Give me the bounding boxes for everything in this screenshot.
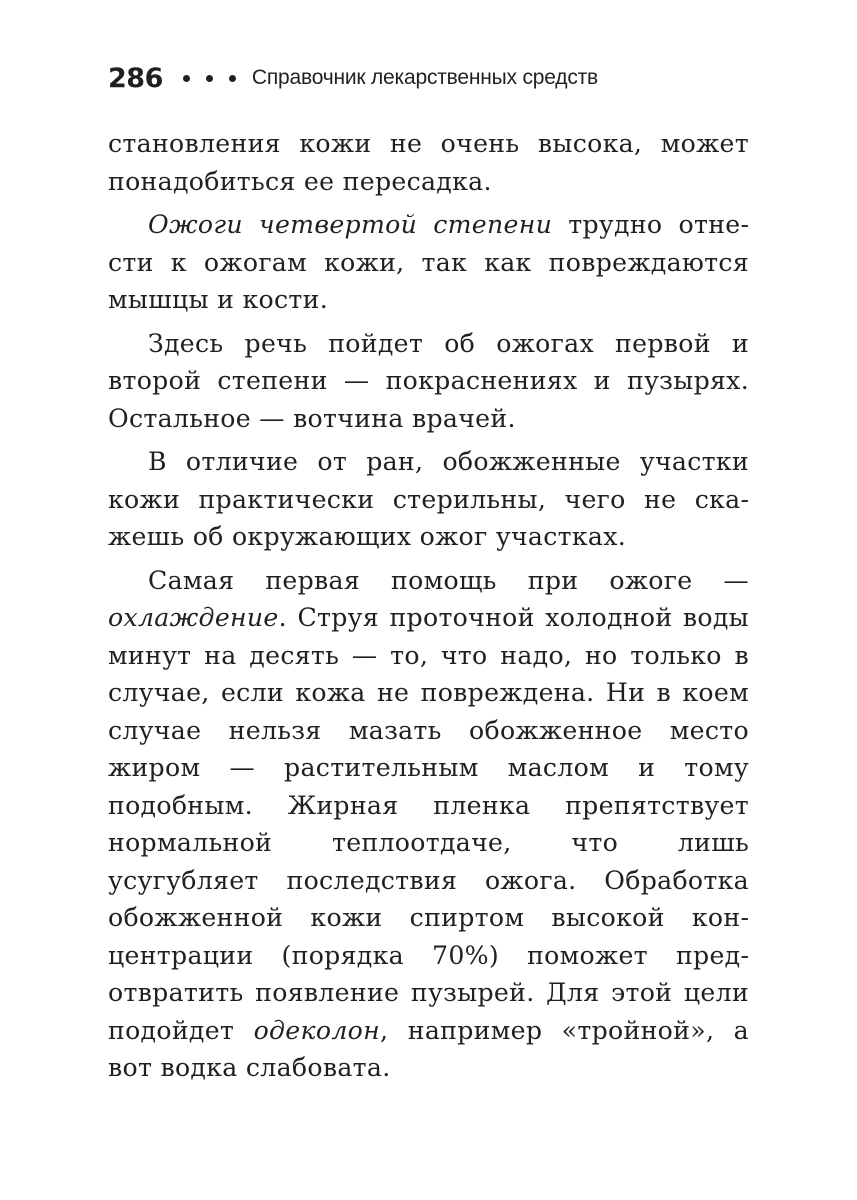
page-number: 286 — [108, 62, 163, 94]
header-dots — [183, 75, 236, 82]
text-span: становления кожи не очень высока, может понадобиться ее пересадка. — [108, 129, 749, 196]
header-dot — [229, 75, 236, 82]
paragraph-continuation — [108, 125, 749, 200]
text-span: . Струя проточной холодной воды минут на десять — то, что надо, но только в случае, если кожа не повреждена. Ни в коем случае нельзя мазать обожженное место жиром — растительным маслом и тому подобным. Жирная пленка препятствует нормальной теплоотдаче, что лишь усугубляет последствия ожога. Обработка обожженной кожи спиртом высокой концентрации (порядка 70%) поможет предотвратить появление пузырей. Для этой цели подойдет — [108, 603, 749, 1045]
text-span: трудно отнести к ожогам кожи, так как повреждаются мышцы и кости. — [108, 210, 750, 314]
body-text — [108, 125, 749, 1087]
text-span: , например «тройной», а вот водка слабовата. — [108, 1015, 749, 1082]
text-span: Самая первая помощь при ожоге — — [148, 565, 749, 595]
italic-term: охлаждение — [108, 603, 279, 632]
paragraph-sterility — [108, 443, 749, 556]
header-dot — [183, 75, 190, 82]
paragraph-first-aid — [108, 562, 749, 1087]
text-span: В отличие от ран, обожженные участки кожи практически стерильны, чего не скажешь об окружающих ожог участках. — [108, 447, 749, 551]
italic-term: одеколон — [253, 1015, 381, 1045]
italic-term: Ожоги четвертой степени — [148, 210, 553, 239]
text-span: Здесь речь пойдет об ожогах первой и второй степени — покраснениях и пузырях. Остальное — вотчина врачей. — [108, 328, 749, 433]
running-header — [108, 58, 598, 98]
paragraph-scope — [108, 325, 749, 438]
header-dot — [206, 75, 213, 82]
paragraph-fourth-degree-burns — [108, 206, 749, 319]
running-title: Справочник лекарственных средств — [251, 66, 599, 89]
